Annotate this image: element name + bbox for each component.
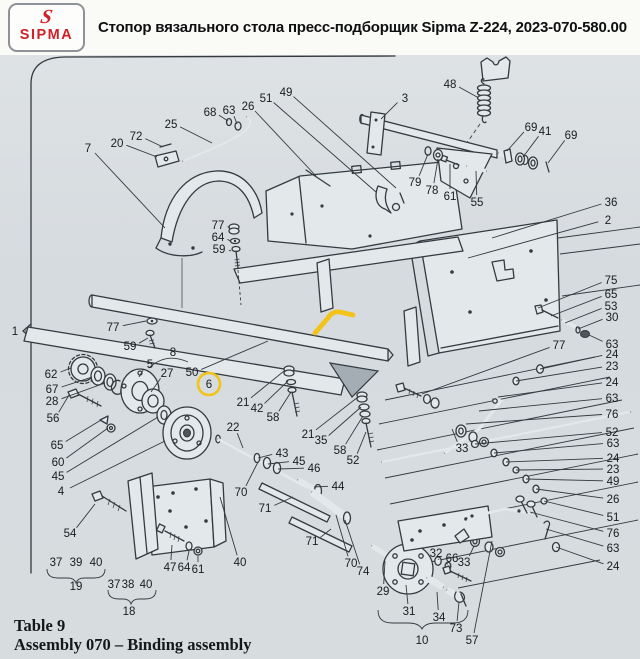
leader-line-41 xyxy=(523,136,539,157)
part-callout-18: 18 xyxy=(122,606,136,618)
part-callout-37: 37 xyxy=(49,557,63,569)
part-callout-19: 19 xyxy=(69,581,83,593)
part-callout-58: 58 xyxy=(266,412,280,424)
leader-line-60 xyxy=(66,428,108,458)
part-callout-72: 72 xyxy=(129,131,143,143)
leader-line-33 xyxy=(469,546,474,556)
part-callout-57: 57 xyxy=(465,635,479,647)
part-callout-40: 40 xyxy=(139,579,153,591)
part-callout-49: 49 xyxy=(279,87,293,99)
part-callout-28: 28 xyxy=(45,396,59,408)
part-callout-27: 27 xyxy=(160,368,174,380)
part-callout-64: 64 xyxy=(211,232,225,244)
part-callout-6: 6 xyxy=(205,379,213,391)
leader-line-23 xyxy=(516,367,602,381)
part-callout-33: 33 xyxy=(455,443,469,455)
part-callout-69: 69 xyxy=(564,130,578,142)
ring-67 xyxy=(91,367,105,385)
leader-line-58 xyxy=(279,392,291,411)
part-callout-71: 71 xyxy=(258,503,272,515)
part-callout-24: 24 xyxy=(605,349,619,361)
part-callout-46: 46 xyxy=(307,463,321,475)
part-callout-48: 48 xyxy=(443,79,457,91)
guard-7 xyxy=(156,171,262,308)
rail-hardware xyxy=(472,365,548,504)
beam-bolt-left xyxy=(146,318,157,348)
part-callout-67: 67 xyxy=(45,384,59,396)
table-caption: Table 9 xyxy=(14,616,66,635)
part-callout-4: 4 xyxy=(57,486,65,498)
leader-line-76 xyxy=(530,512,603,531)
part-callout-35: 35 xyxy=(314,435,328,447)
part-callout-63: 63 xyxy=(606,543,620,555)
part-callout-38: 38 xyxy=(121,579,135,591)
leader-line-57 xyxy=(474,541,492,633)
part-callout-41: 41 xyxy=(538,126,552,138)
callout-leader-lines xyxy=(25,87,604,633)
leader-line-77 xyxy=(123,321,146,326)
part-callout-31: 31 xyxy=(402,606,416,618)
leader-line-49 xyxy=(526,479,603,481)
part-callout-25: 25 xyxy=(164,119,178,131)
sipma-logo xyxy=(8,3,85,52)
nut-61b xyxy=(194,547,202,555)
spring-48 xyxy=(462,57,510,150)
part-callout-70: 70 xyxy=(234,487,248,499)
bolt-56 xyxy=(68,389,79,398)
part-callout-8: 8 xyxy=(169,347,177,359)
part-callout-76: 76 xyxy=(606,528,620,540)
leader-line-63 xyxy=(589,335,603,341)
part-callout-68: 68 xyxy=(203,107,217,119)
leader-line-54 xyxy=(77,504,96,528)
part-callout-24: 24 xyxy=(605,377,619,389)
part-callout-24: 24 xyxy=(606,561,620,573)
leader-line-52 xyxy=(357,432,366,454)
part-callout-44: 44 xyxy=(331,481,345,493)
part-callout-42: 42 xyxy=(250,403,264,415)
part-callout-3: 3 xyxy=(401,93,409,105)
leader-line-58 xyxy=(346,416,363,444)
leader-line-73 xyxy=(457,602,459,621)
leader-line-72 xyxy=(145,139,163,147)
part-callout-32: 32 xyxy=(429,548,443,560)
assembly-caption: Assembly 070 – Binding assembly xyxy=(14,635,252,654)
leader-line-65 xyxy=(66,420,101,442)
part-callout-36: 36 xyxy=(604,197,618,209)
leader-line-20 xyxy=(126,145,157,157)
knob-76b xyxy=(532,506,537,517)
part-callout-54: 54 xyxy=(63,528,77,540)
part-callout-69: 69 xyxy=(524,122,538,134)
sipma-logo-s-icon: S xyxy=(38,6,55,28)
leader-line-24 xyxy=(556,547,604,564)
part-callout-77: 77 xyxy=(552,340,566,352)
leader-line-26 xyxy=(255,111,316,176)
frame-back-panel xyxy=(266,161,462,249)
washer-79 xyxy=(425,147,431,155)
leader-line-3 xyxy=(381,103,398,119)
part-callout-74: 74 xyxy=(356,566,370,578)
part-callout-53: 53 xyxy=(604,301,618,313)
leader-line-46 xyxy=(278,468,304,469)
leader-line-24 xyxy=(498,383,602,397)
leader-line-24 xyxy=(506,458,603,462)
part-callout-1: 1 xyxy=(11,326,19,338)
leader-line-64 xyxy=(187,551,189,560)
part-callout-77: 77 xyxy=(211,220,225,232)
part-callout-45: 45 xyxy=(51,471,65,483)
flange-31 xyxy=(383,544,433,594)
leader-line-24 xyxy=(540,355,602,369)
part-callout-23: 23 xyxy=(605,361,619,373)
part-callout-21: 21 xyxy=(236,397,250,409)
part-callout-61: 61 xyxy=(191,564,205,576)
part-callout-77: 77 xyxy=(106,322,120,334)
part-callout-23: 23 xyxy=(606,464,620,476)
part-callout-51: 51 xyxy=(259,93,273,105)
leader-line-35 xyxy=(329,407,361,436)
part-callout-20: 20 xyxy=(110,138,124,150)
part-callout-34: 34 xyxy=(432,612,446,624)
leader-line-69 xyxy=(507,132,524,151)
part-callout-65: 65 xyxy=(604,289,618,301)
part-callout-66: 66 xyxy=(445,553,459,565)
part-callout-51: 51 xyxy=(606,512,620,524)
tube-tip-20 xyxy=(155,151,179,167)
part-callout-50: 50 xyxy=(185,367,199,379)
part-callout-59: 59 xyxy=(123,341,137,353)
part-callout-62: 62 xyxy=(44,369,58,381)
part-callout-2: 2 xyxy=(604,215,612,227)
wedge-65 xyxy=(100,416,108,424)
leader-line-7 xyxy=(95,153,165,228)
part-callout-61: 61 xyxy=(443,191,457,203)
part-callout-7: 7 xyxy=(84,143,92,155)
leader-line-64 xyxy=(228,239,231,241)
leader-line-77 xyxy=(422,347,550,394)
spring-bracket xyxy=(481,57,510,81)
leader-line-30 xyxy=(578,319,603,329)
part-callout-63: 63 xyxy=(606,438,620,450)
part-callout-70: 70 xyxy=(344,558,358,570)
link-69 xyxy=(504,149,512,163)
part-callout-52: 52 xyxy=(346,455,360,467)
part-callout-43: 43 xyxy=(275,448,289,460)
strip-71b xyxy=(289,517,352,552)
part-callout-40: 40 xyxy=(233,557,247,569)
washer-41 xyxy=(516,153,525,165)
part-callout-21: 21 xyxy=(301,429,315,441)
part-callout-76: 76 xyxy=(605,409,619,421)
leader-line-59 xyxy=(229,250,231,251)
bracket-18-19 xyxy=(92,473,226,559)
part-callout-63: 63 xyxy=(605,393,619,405)
part-callout-49: 49 xyxy=(606,476,620,488)
ring-68 xyxy=(227,119,232,126)
part-callout-26: 26 xyxy=(241,101,255,113)
cap-63 xyxy=(581,331,590,338)
leader-line-48 xyxy=(459,87,477,97)
fastener-stack-top xyxy=(229,224,241,305)
part-callout-24: 24 xyxy=(606,453,620,465)
fastener-stack-mid xyxy=(357,392,374,447)
leader-line-70 xyxy=(246,462,258,486)
part-callout-73: 73 xyxy=(449,623,463,635)
leader-line-26 xyxy=(536,489,603,498)
leader-line-51 xyxy=(544,501,603,515)
ring-63 xyxy=(235,122,241,130)
page-title: Стопор вязального стола пресс-подборщик Sipma Z-224, 2023-070-580.00 xyxy=(98,19,627,36)
sipma-logo-word: SIPMA xyxy=(19,27,74,43)
leader-line-62 xyxy=(61,368,71,372)
leader-line-25 xyxy=(180,127,212,143)
bolt-57 xyxy=(443,566,451,574)
part-callout-59: 59 xyxy=(212,244,226,256)
pin-69 xyxy=(546,162,549,172)
part-callout-30: 30 xyxy=(605,312,619,324)
washer-64b xyxy=(186,542,192,550)
part-callout-39: 39 xyxy=(69,557,83,569)
part-callout-52: 52 xyxy=(605,427,619,439)
leader-line-21 xyxy=(316,397,358,430)
part-callout-33: 33 xyxy=(457,557,471,569)
leader-line-22 xyxy=(237,433,243,448)
part-callout-78: 78 xyxy=(425,185,439,197)
part-callout-63: 63 xyxy=(605,339,619,351)
part-callout-79: 79 xyxy=(408,177,422,189)
part-callout-75: 75 xyxy=(604,275,618,287)
part-callout-60: 60 xyxy=(51,457,65,469)
leader-line-59 xyxy=(139,338,148,343)
part-callout-10: 10 xyxy=(415,635,429,647)
part-callout-5: 5 xyxy=(146,359,154,371)
part-callout-26: 26 xyxy=(606,494,620,506)
part-callout-40: 40 xyxy=(89,557,103,569)
part-callout-71: 71 xyxy=(305,536,319,548)
brace-18 xyxy=(108,590,156,604)
part-callout-37: 37 xyxy=(107,579,121,591)
part-callout-45: 45 xyxy=(292,456,306,468)
part-callout-47: 47 xyxy=(163,562,177,574)
part-callout-63: 63 xyxy=(222,105,236,117)
part-callout-22: 22 xyxy=(226,422,240,434)
part-callout-55: 55 xyxy=(470,197,484,209)
page-header xyxy=(0,0,640,55)
part-callout-65: 65 xyxy=(50,440,64,452)
leader-line-34 xyxy=(437,592,438,610)
part-callout-56: 56 xyxy=(46,413,60,425)
leader-line-53 xyxy=(565,308,602,323)
part-callout-29: 29 xyxy=(376,586,390,598)
nut-60 xyxy=(107,424,115,432)
leader-line-23 xyxy=(516,469,603,470)
highlighted-hook-6 xyxy=(315,312,353,333)
part-callout-64: 64 xyxy=(177,562,191,574)
part-callout-58: 58 xyxy=(333,445,347,457)
leader-line-69 xyxy=(548,140,565,163)
